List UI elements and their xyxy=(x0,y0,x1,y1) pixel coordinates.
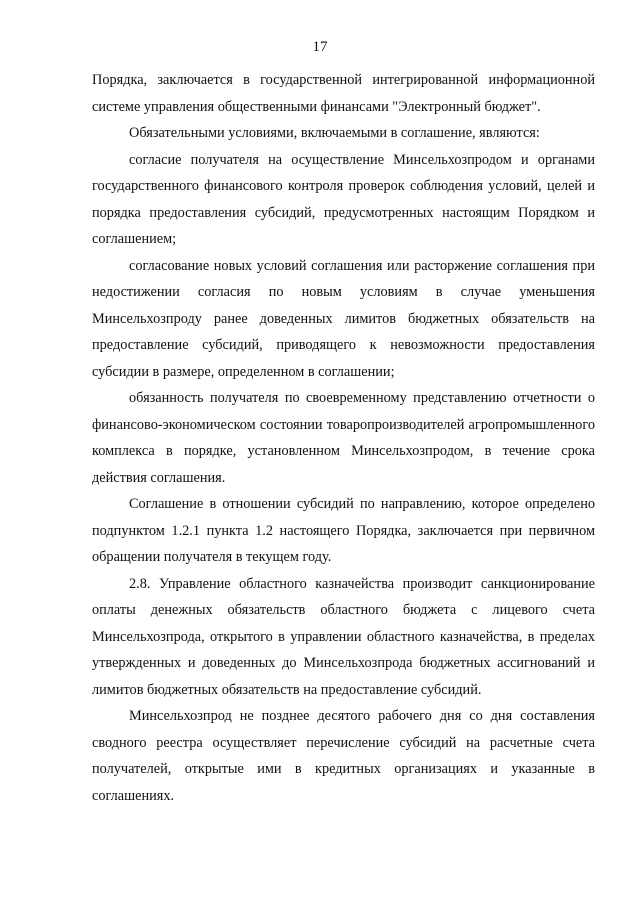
paragraph-continuation: Порядка, заключается в государственной интегрированной информационной системе управления общественными финансами "Электронный бюджет". xyxy=(92,72,595,115)
page-number: 17 xyxy=(312,39,328,55)
document-body xyxy=(92,67,595,809)
paragraph-agreement-timing: Соглашение в отношении субсидий по направлению, которое определено подпунктом 1.2.1 пункта 1.2 настоящего Порядка, заключается при первичном обращении получателя в текущем году. xyxy=(92,496,595,565)
paragraph-reporting-duty: обязанность получателя по своевременному представлению отчетности о финансово-экономическом состоянии товаропроизводителей агропромышленного комплекса в порядке, установленном Минсельхозпродом, в течение срока действия соглашения. xyxy=(92,390,595,486)
paragraph-conditions-intro: Обязательными условиями, включаемыми в соглашение, являются: xyxy=(129,125,540,141)
paragraph-section-2-8: 2.8. Управление областного казначейства производит санкционирование оплаты денежных обязательств областного бюджета с лицевого счета Минсельхозпрода, открытого в управлении областного казначейства, в пределах утвержденных и доведенных до Минсельхозпрода бюджетных ассигнований и лимитов бюджетных обязательств на предоставление субсидий. xyxy=(92,575,595,698)
paragraph-consent: согласие получателя на осуществление Минсельхозпродом и органами государственного финансового контроля проверок соблюдения условий, целей и порядка предоставления субсидий, предусмотренных настоящим Порядком и соглашением; xyxy=(92,151,595,247)
paragraph-new-terms: согласование новых условий соглашения или расторжение соглашения при недостижении согласия по новым условиям в случае уменьшения Минсельхозпроду ранее доведенных лимитов бюджетных обязательств на предоставление субсидий, приводящего к невозможности предоставления субсидии в размере, определенном в соглашении; xyxy=(92,257,595,380)
paragraph-transfer: Минсельхозпрод не позднее десятого рабочего дня со дня составления сводного реестра осуществляет перечисление субсидий на расчетные счета получателей, открытые ими в кредитных организациях и указанные в соглашениях. xyxy=(92,708,595,804)
